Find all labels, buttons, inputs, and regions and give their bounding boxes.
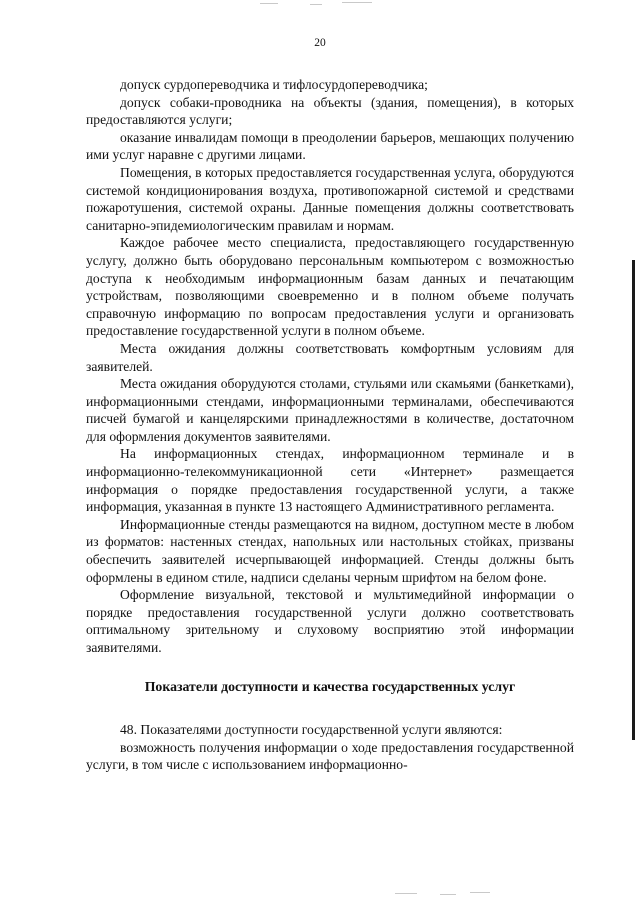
- paragraph: возможность получения информации о ходе предоставления государственной услуги, в том числе с использованием информационно-: [86, 739, 574, 773]
- paragraph: На информационных стендах, информационном терминале и в информационно-телекоммуникационной сети «Интернет» размещается информация о порядке предоставления государственной услуги, а также информация, указанная в пункте 13 настоящего Административного регламента.: [86, 446, 574, 515]
- paragraph: допуск сурдопереводчика и тифлосурдопереводчика;: [120, 77, 428, 92]
- scan-noise: [250, 0, 400, 8]
- section-heading: Показатели доступности и качества государственных услуг: [144, 678, 516, 694]
- paragraph: Места ожидания оборудуются столами, стульями или скамьями (банкетками), информационными стендами, информационными терминалами, обеспечиваются писчей бумагой и канцелярскими принадлежностями в количестве, достаточном для оформления документов заявителями.: [86, 376, 574, 444]
- paragraph: оказание инвалидам помощи в преодолении барьеров, мешающих получению ими услуг наравне с другими лицами.: [86, 129, 574, 163]
- paragraph: Оформление визуальной, текстовой и мультимедийной информации о порядке предоставления государственной услуги должно соответствовать оптимальному зрительному и слуховому восприятию этой информации заявителями.: [86, 587, 574, 655]
- document-body: [86, 76, 574, 774]
- scan-edge-line: [632, 260, 635, 740]
- scan-noise: [390, 891, 510, 897]
- paragraph: Информационные стенды размещаются на видном, доступном месте в любом из форматов: настенных стендах, напольных или настольных стойках, призваны обеспечить заявителей исчерпывающей информацией. Стенды должны быть оформлены в едином стиле, надписи сделаны черным шрифтом на белом фоне.: [86, 516, 574, 585]
- paragraph: Помещения, в которых предоставляется государственная услуга, оборудуются системой кондиционирования воздуха, противопожарной системой и средствами пожаротушения, системой охраны. Данные помещения должны соответствовать санитарно-эпидемиологическим правилам и нормам.: [86, 164, 574, 233]
- paragraph: допуск собаки-проводника на объекты (здания, помещения), в которых предоставляются услуги;: [86, 94, 574, 128]
- page-number: 20: [314, 37, 326, 49]
- paragraph: Каждое рабочее место специалиста, предоставляющего государственную услугу, должно быть оборудовано персональным компьютером с возможностью доступа к необходимым информационным базам данных и печатающим устройствам, позволяющими своевременно и в полном объеме получать справочную информацию по вопросам предоставления услуги и организовать предоставление государственной услуги в полном объеме.: [86, 235, 574, 339]
- paragraph: 48. Показателями доступности государственной услуги являются:: [120, 722, 503, 738]
- paragraph: Места ожидания должны соответствовать комфортным условиям для заявителей.: [86, 340, 574, 374]
